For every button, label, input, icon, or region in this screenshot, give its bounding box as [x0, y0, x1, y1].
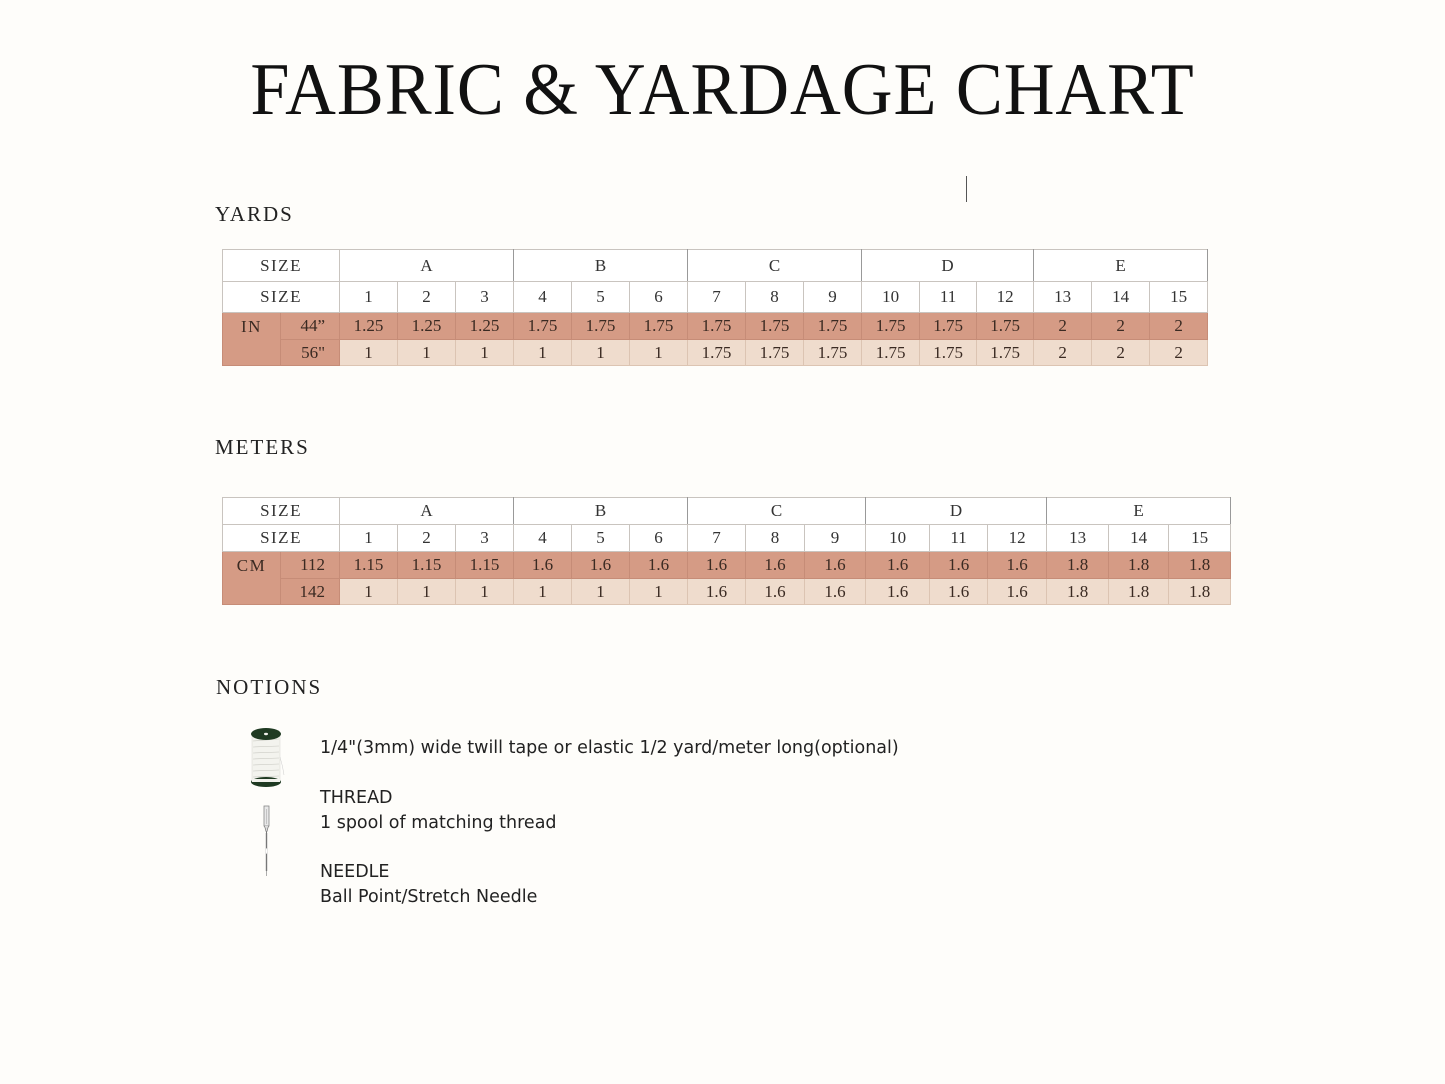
yardage-cell: 1.75 — [977, 313, 1034, 340]
meterage-cell: 1.6 — [930, 579, 988, 605]
yardage-cell: 1 — [398, 340, 456, 366]
notion-thread-heading: THREAD — [320, 788, 393, 808]
meterage-cell: 1.8 — [1047, 552, 1109, 579]
yardage-cell: 1 — [572, 340, 630, 366]
size-number-cell: 14 — [1109, 525, 1169, 552]
yardage-cell: 1.75 — [862, 340, 920, 366]
meterage-cell: 1.6 — [805, 579, 866, 605]
size-number-cell: 12 — [977, 282, 1034, 313]
meterage-cell: 1.8 — [1169, 552, 1231, 579]
yardage-cell: 1 — [340, 340, 398, 366]
group-header-a: A — [340, 250, 514, 282]
yardage-cell: 2 — [1092, 313, 1150, 340]
size-number-cell: 2 — [398, 282, 456, 313]
yardage-cell: 1.25 — [398, 313, 456, 340]
size-number-cell: 1 — [340, 282, 398, 313]
meterage-cell: 1.15 — [456, 552, 514, 579]
size-number-cell: 12 — [988, 525, 1047, 552]
yardage-cell: 1.75 — [804, 340, 862, 366]
group-header-a: A — [340, 498, 514, 525]
yards-row-56 — [223, 340, 1208, 366]
yardage-cell: 1.75 — [514, 313, 572, 340]
meterage-cell: 1 — [514, 579, 572, 605]
group-header-b: B — [514, 250, 688, 282]
size-header-cell: SIZE — [223, 525, 340, 552]
meterage-cell: 1.8 — [1169, 579, 1231, 605]
meterage-cell: 1.8 — [1047, 579, 1109, 605]
fabric-width-cell: 44” — [281, 313, 340, 340]
meterage-cell: 1.15 — [398, 552, 456, 579]
group-header-c: C — [688, 250, 862, 282]
notion-needle-detail: Ball Point/Stretch Needle — [320, 887, 538, 907]
yards-section-label: YARDS — [215, 202, 294, 226]
group-header-c: C — [688, 498, 866, 525]
meterage-cell: 1.6 — [866, 552, 930, 579]
size-number-cell: 10 — [862, 282, 920, 313]
meterage-cell: 1.6 — [866, 579, 930, 605]
yardage-cell: 1.25 — [340, 313, 398, 340]
size-number-cell: 3 — [456, 282, 514, 313]
size-number-cell: 15 — [1169, 525, 1231, 552]
yardage-cell: 1.75 — [920, 340, 977, 366]
yardage-cell: 1.75 — [746, 313, 804, 340]
size-number-cell: 8 — [746, 525, 805, 552]
yardage-cell: 2 — [1150, 313, 1208, 340]
meters-section-label: METERS — [215, 435, 310, 459]
meterage-cell: 1.8 — [1109, 579, 1169, 605]
needle-icon — [260, 805, 274, 877]
size-header-cell: SIZE — [223, 250, 340, 282]
group-header-d: D — [866, 498, 1047, 525]
meterage-cell: 1 — [572, 579, 630, 605]
yardage-cell: 1 — [456, 340, 514, 366]
yardage-cell: 1.75 — [688, 313, 746, 340]
size-number-cell: 15 — [1150, 282, 1208, 313]
size-header-cell: SIZE — [223, 498, 340, 525]
size-number-cell: 9 — [804, 282, 862, 313]
size-number-cell: 11 — [930, 525, 988, 552]
meters-size-header-row — [223, 525, 1231, 552]
notions-section-label: NOTIONS — [216, 675, 323, 699]
meterage-cell: 1.6 — [746, 552, 805, 579]
size-number-cell: 7 — [688, 525, 746, 552]
size-number-cell: 11 — [920, 282, 977, 313]
meterage-cell: 1.6 — [988, 579, 1047, 605]
size-header-cell: SIZE — [223, 282, 340, 313]
meterage-cell: 1 — [630, 579, 688, 605]
group-header-e: E — [1047, 498, 1231, 525]
yardage-cell: 2 — [1092, 340, 1150, 366]
size-number-cell: 5 — [572, 282, 630, 313]
group-header-e: E — [1034, 250, 1208, 282]
size-number-cell: 6 — [630, 525, 688, 552]
size-number-cell: 13 — [1034, 282, 1092, 313]
yardage-cell: 2 — [1034, 313, 1092, 340]
meterage-cell: 1 — [340, 579, 398, 605]
meterage-cell: 1 — [398, 579, 456, 605]
notion-twill-tape: 1/4"(3mm) wide twill tape or elastic 1/2 yard/meter long(optional) — [320, 738, 899, 758]
yardage-cell: 1.75 — [688, 340, 746, 366]
meterage-cell: 1.6 — [805, 552, 866, 579]
meterage-cell: 1.6 — [514, 552, 572, 579]
meterage-cell: 1.6 — [572, 552, 630, 579]
size-number-cell: 8 — [746, 282, 804, 313]
size-number-cell: 9 — [805, 525, 866, 552]
size-number-cell: 5 — [572, 525, 630, 552]
meterage-cell: 1 — [456, 579, 514, 605]
yardage-cell: 1.25 — [456, 313, 514, 340]
notion-thread-detail: 1 spool of matching thread — [320, 813, 557, 833]
size-number-cell: 4 — [514, 525, 572, 552]
meterage-cell: 1.8 — [1109, 552, 1169, 579]
meterage-cell: 1.15 — [340, 552, 398, 579]
group-header-d: D — [862, 250, 1034, 282]
notion-needle-heading: NEEDLE — [320, 862, 390, 882]
yards-size-header-row — [223, 282, 1208, 313]
size-number-cell: 2 — [398, 525, 456, 552]
meters-table — [222, 497, 1231, 605]
meterage-cell: 1.6 — [930, 552, 988, 579]
meterage-cell: 1.6 — [746, 579, 805, 605]
fabric-width-cell: 112 — [281, 552, 340, 579]
group-header-b: B — [514, 498, 688, 525]
size-number-cell: 14 — [1092, 282, 1150, 313]
yardage-cell: 1 — [630, 340, 688, 366]
meterage-cell: 1.6 — [988, 552, 1047, 579]
fabric-width-cell: 142 — [281, 579, 340, 605]
page-title: FABRIC & YARDAGE CHART — [250, 49, 1195, 131]
yardage-cell: 1.75 — [862, 313, 920, 340]
size-number-cell: 10 — [866, 525, 930, 552]
yardage-cell: 2 — [1150, 340, 1208, 366]
meters-group-header-row — [223, 498, 1231, 525]
meterage-cell: 1.6 — [688, 552, 746, 579]
yardage-cell: 1.75 — [920, 313, 977, 340]
yards-table — [222, 249, 1208, 366]
yardage-cell: 2 — [1034, 340, 1092, 366]
yardage-cell: 1.75 — [630, 313, 688, 340]
meters-row-142 — [223, 579, 1231, 605]
size-number-cell: 6 — [630, 282, 688, 313]
yardage-cell: 1.75 — [804, 313, 862, 340]
unit-label-cm: CM — [223, 552, 281, 605]
yardage-cell: 1.75 — [746, 340, 804, 366]
meterage-cell: 1.6 — [630, 552, 688, 579]
unit-label-in: IN — [223, 313, 281, 366]
fabric-width-cell: 56" — [281, 340, 340, 366]
yards-group-header-row — [223, 250, 1208, 282]
thread-spool-icon — [249, 727, 285, 789]
yards-row-44 — [223, 313, 1208, 340]
yardage-cell: 1.75 — [977, 340, 1034, 366]
text-cursor-mark — [966, 176, 967, 202]
size-number-cell: 1 — [340, 525, 398, 552]
size-number-cell: 4 — [514, 282, 572, 313]
yardage-cell: 1.75 — [572, 313, 630, 340]
size-number-cell: 13 — [1047, 525, 1109, 552]
yardage-cell: 1 — [514, 340, 572, 366]
size-number-cell: 7 — [688, 282, 746, 313]
meters-row-112 — [223, 552, 1231, 579]
size-number-cell: 3 — [456, 525, 514, 552]
meterage-cell: 1.6 — [688, 579, 746, 605]
